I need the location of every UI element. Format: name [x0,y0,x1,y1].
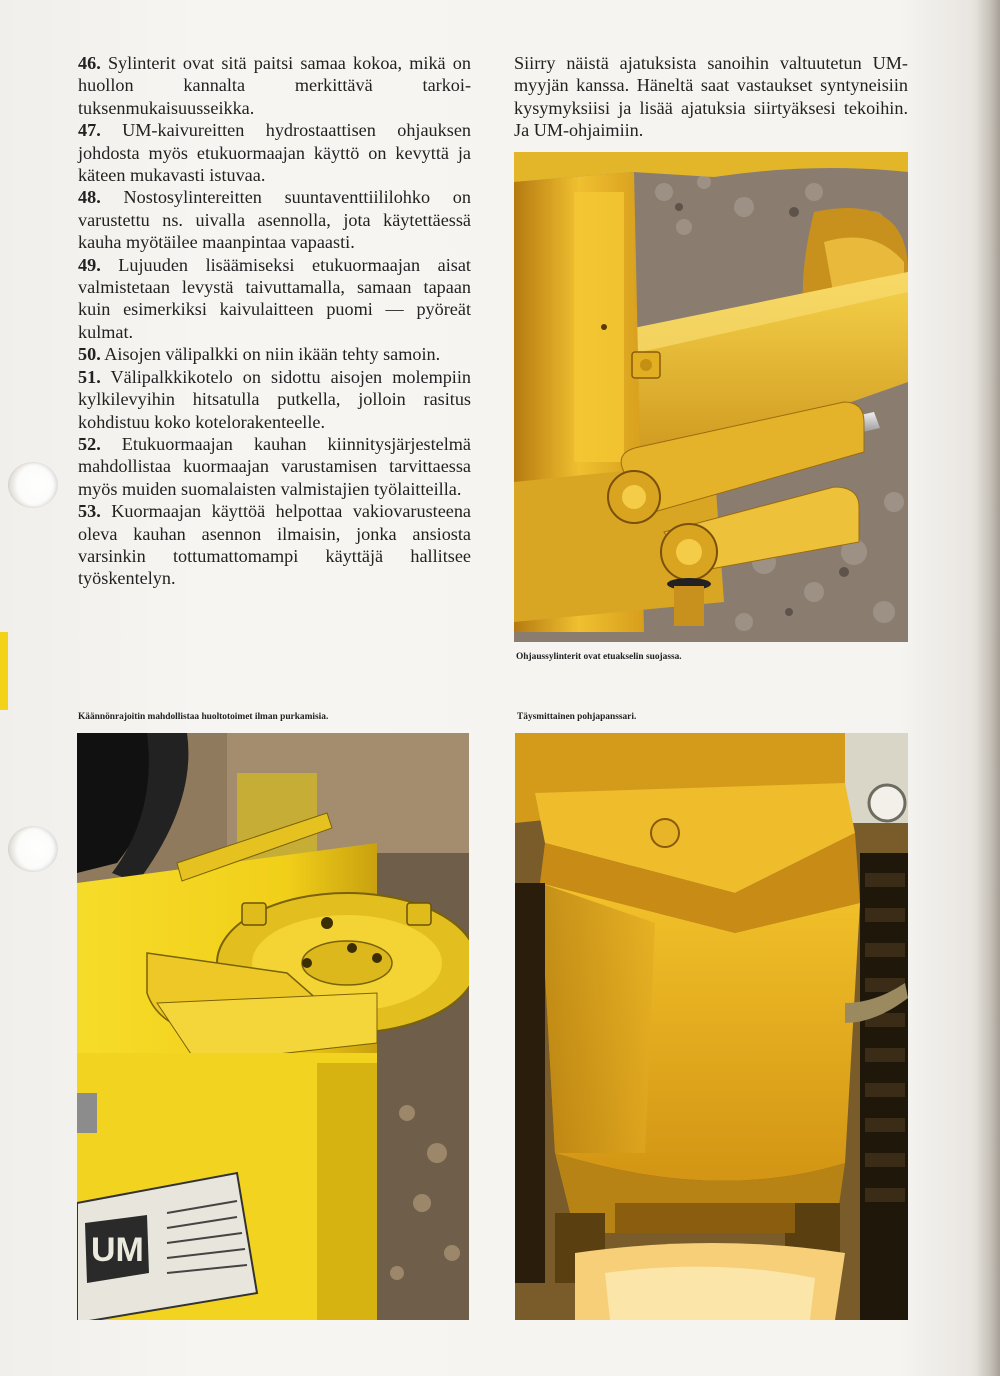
punch-hole [8,462,58,508]
page-binding-shadow [976,0,1000,1376]
feature-item [78,52,471,119]
feature-item [78,254,471,344]
feature-number: 46. [78,53,101,73]
photo-caption: Täysmittainen pohjapanssari. [517,712,637,722]
steering-cylinder-photo [514,152,908,642]
steering-limiter-photo [77,733,469,1320]
feature-item [78,119,471,186]
feature-number: 52. [78,433,101,454]
feature-text: UM-kaivureitten hydrostaattisen ohjauksen johdosta myös etukuormaajan käyttö on kevyttä ja käteen mukavasti istuvaa. [78,120,471,186]
next-page-edge [0,632,8,710]
photo-caption: Ohjaussylinterit ovat etuakselin suojassa. [516,652,682,662]
feature-text: Aisojen välipalkki on niin ikään tehty samoin. [104,344,441,365]
feature-text: Nostosylintereitten suuntaventtiililohko on varustettu ns. uivalla asennolla, jota käytettäessä kauha myötäilee maanpintaa vapaasti. [78,187,471,253]
punch-hole [8,826,58,872]
feature-number: 48. [78,187,101,208]
feature-number: 49. [78,254,101,275]
feature-item [78,433,471,500]
feature-number: 47. [78,120,101,141]
feature-text: Sylinterit ovat sitä paitsi samaa kokoa, mikä on huollon kannalta merkittävä tarkoituksenmukaisuusseikka. [78,53,471,118]
numbered-feature-list [78,52,471,590]
photo-caption: Käännönrajoitin mahdollistaa huoltotoimet ilman purkamisia. [78,712,329,722]
feature-item [78,366,471,433]
feature-text: Kuormaajan käyttöä helpottaa vakiovarusteena oleva kauhan asennon ilmaisin, jonka ansiosta varsinkin tottumattomampi käyttäjä hallitsee työskentelyn. [78,501,472,589]
feature-text: Etukuormaajan kauhan kiinnitysjärjestelmä mahdollistaa kuormaajan varustamisen tarvittaessa myös muiden suomalaisten valmistajien työlaitteilla. [78,433,471,499]
feature-item [78,343,471,365]
feature-text: Välipalkkikotelo on sidottu aisojen molempiin kylkilevyihin hitsatulla putkella, jolloin rasitus kohdistuu koko kotelorakenteelle. [78,366,472,432]
feature-item [78,500,471,590]
intro-paragraph: Siirry näistä ajatuksista sanoihin valtuutetun UM-myyjän kanssa. Häneltä saat vastaukset syntyneisiin kysymyksiisi ja lisää ajatuksia siirtyäksesi tekoihin. Ja UM-ohjaimiin. [514,53,908,141]
feature-number: 51. [78,366,101,387]
nameplate-brand-text: UM [91,1231,144,1269]
feature-number: 50. [78,344,101,365]
feature-number: 53. [78,501,101,522]
feature-item [78,186,471,253]
belly-pan-photo [515,733,908,1320]
feature-text: Lujuuden lisäämiseksi etukuormaajan aisat valmistetaan levystä taivuttamalla, samaan tapaan kuin esimerkiksi kaivulaitteen puomi — pyöreät kulmat. [78,254,471,342]
